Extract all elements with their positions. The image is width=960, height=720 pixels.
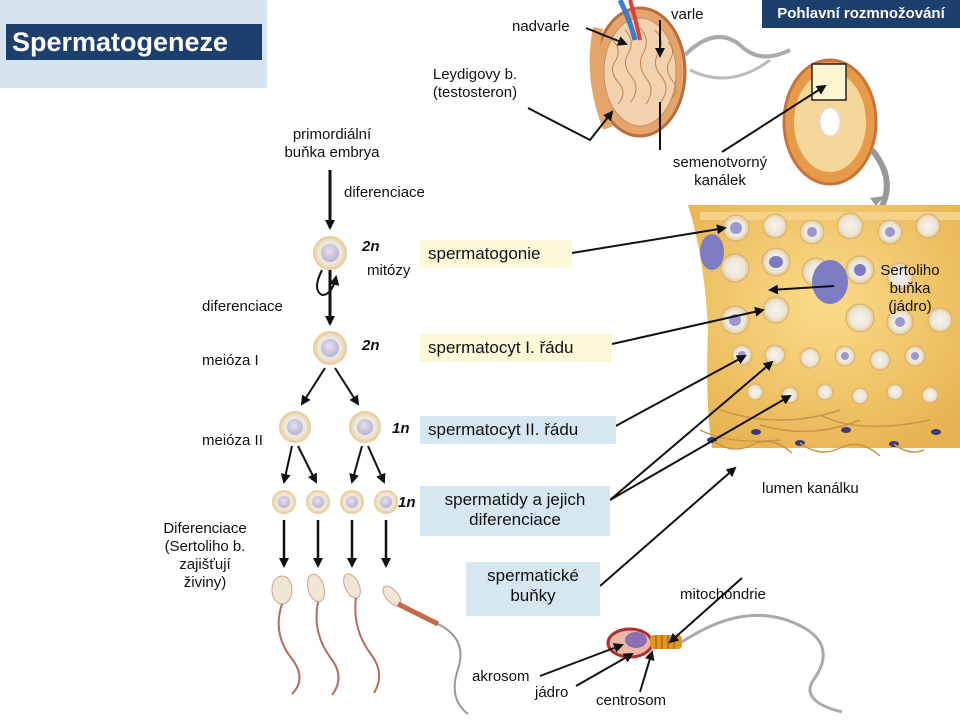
label-diferenciace-left: diferenciace	[202, 298, 283, 315]
ploidy-spermatocyt2: 1n	[392, 420, 410, 437]
label-primordial-line2: buňka embrya	[284, 144, 380, 161]
label-centrosom: centrosom	[596, 692, 667, 709]
label-diferenciace-sertoli-line1: Diferenciace	[163, 520, 247, 537]
ploidy-spermatidy: 1n	[398, 494, 416, 511]
label-mitozy: mitózy	[367, 262, 411, 279]
stage-spermatidy-line1: spermatidy a jejich	[444, 490, 586, 509]
stage-spermatocyt1: spermatocyt I. řádu	[420, 334, 612, 362]
label-primordial-line1: primordiální	[292, 126, 372, 143]
chapter-label: Pohlavní rozmnožování	[762, 0, 960, 28]
label-diferenciace-sertoli-line2: (Sertoliho b.	[164, 538, 246, 555]
tissue-illustration	[688, 205, 960, 456]
label-leydig-line1: Leydigovy b.	[432, 66, 518, 83]
label-diferenciace-sertoli	[146, 520, 264, 592]
label-sertoli-line1: Sertoliho	[880, 262, 940, 279]
label-semenotvorny-line1: semenotvorný	[672, 154, 768, 171]
label-diferenciace-sertoli-line4: živiny)	[183, 574, 227, 591]
slide-title: Spermatogeneze	[6, 24, 262, 60]
label-semenotvorny	[650, 154, 790, 190]
label-meioza2: meióza II	[202, 432, 263, 449]
label-primordial	[262, 126, 402, 162]
label-sertoli-line2: buňka	[889, 280, 931, 297]
stage-spermaticke	[466, 562, 600, 616]
stage-spermatidy	[420, 486, 610, 536]
ploidy-spermatocyt1: 2n	[362, 337, 380, 354]
stage-spermatocyt2: spermatocyt II. řádu	[420, 416, 616, 444]
label-meioza1: meióza I	[202, 352, 259, 369]
label-varle: varle	[671, 6, 704, 23]
label-leydig	[410, 66, 540, 102]
label-diferenciace-top: diferenciace	[344, 184, 425, 201]
spermatid-shapes	[272, 571, 468, 714]
label-sertoli-line3: (jádro)	[888, 298, 932, 315]
tubule-section-illustration	[784, 60, 887, 210]
stage-spermatogonie: spermatogonie	[420, 240, 572, 268]
label-jadro: jádro	[535, 684, 569, 701]
stage-spermaticke-line2: buňky	[510, 586, 556, 605]
label-nadvarle: nadvarle	[512, 18, 570, 35]
label-mitochondrie: mitochondrie	[680, 586, 766, 603]
ploidy-spermatogonie: 2n	[362, 238, 380, 255]
stage-spermaticke-line1: spermatické	[487, 566, 579, 585]
label-diferenciace-sertoli-line3: zajišťují	[179, 556, 231, 573]
label-sertoli	[862, 262, 958, 316]
label-semenotvorny-line2: kanálek	[694, 172, 746, 189]
label-leydig-line2: (testosteron)	[432, 84, 518, 101]
label-akrosom: akrosom	[472, 668, 530, 685]
stage-spermatidy-line2: diferenciace	[469, 510, 561, 529]
label-lumen: lumen kanálku	[762, 480, 859, 497]
